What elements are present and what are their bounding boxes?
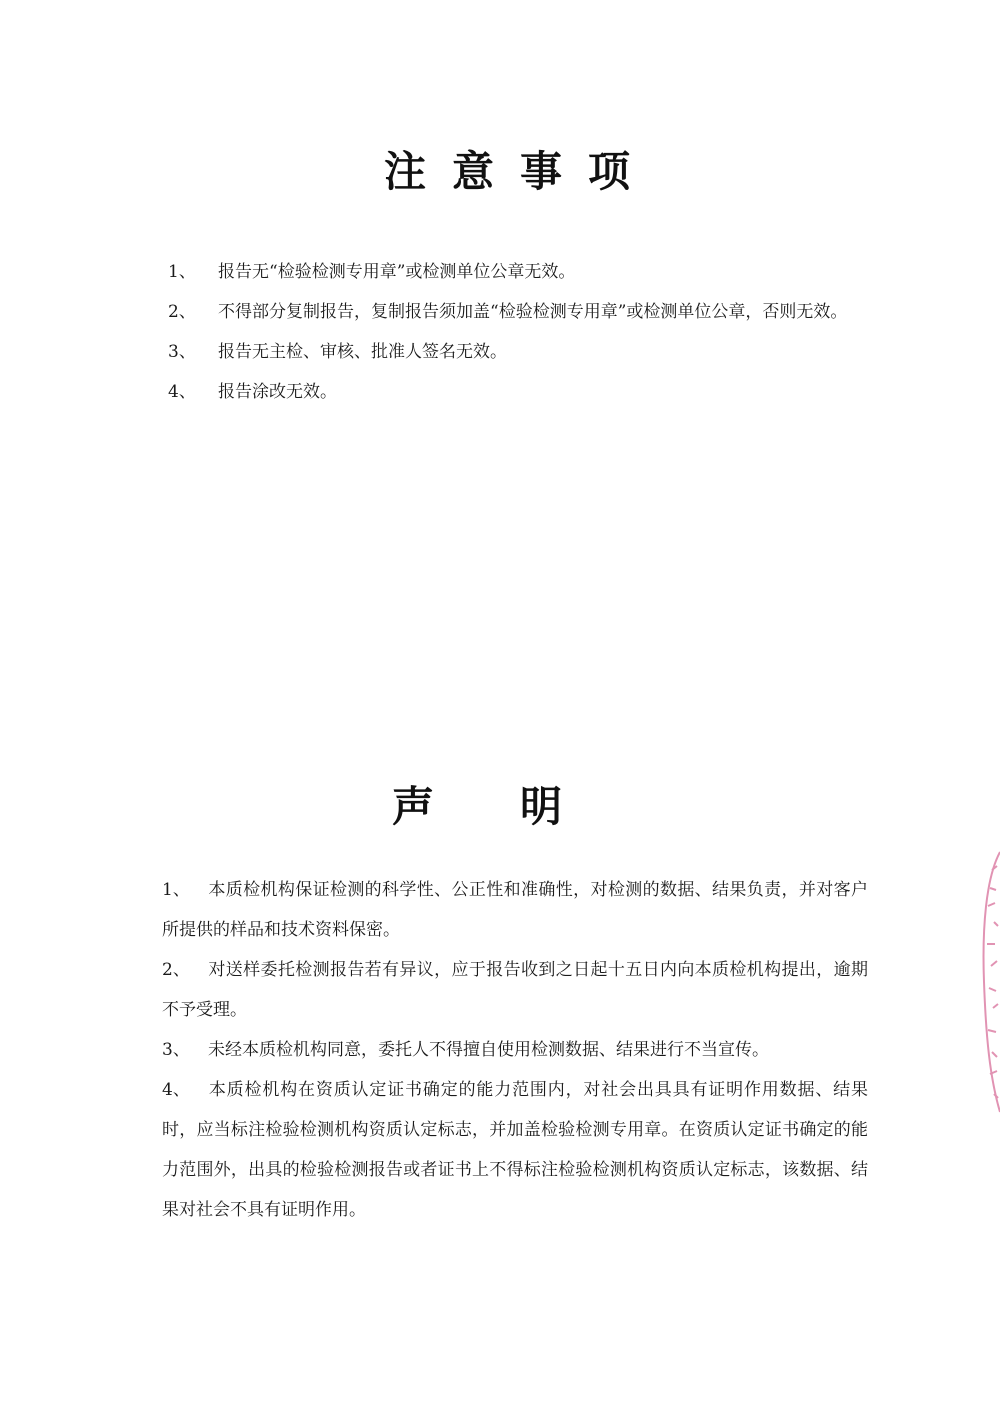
notice-list [168,252,868,412]
notice-item-text: 报告无“检验检测专用章”或检测单位公章无效。 [218,262,576,282]
notice-item-3 [168,332,868,372]
notice-item-text: 报告无主检、审核、批准人签名无效。 [218,342,507,362]
notice-title: 注意事项 [383,147,656,196]
notice-item-number: 2、 [168,302,196,322]
notice-section [0,140,1000,402]
notice-item-2 [168,292,868,332]
declaration-item-text: 未经本质检机构同意，委托人不得擅自使用检测数据、结果进行不当宣传。 [208,1040,769,1060]
declaration-item-text: 对送样委托检测报告若有异议，应于报告收到之日起十五日内向本质检机构提出，逾期不予受理。 [162,960,868,1020]
declaration-list [162,870,868,1230]
declaration-title: 声明 [391,782,648,831]
notice-item-text: 不得部分复制报告，复制报告须加盖“检验检测专用章”或检测单位公章，否则无效。 [218,302,848,322]
notice-item-4 [168,372,868,412]
notice-item-text: 报告涂改无效。 [218,382,337,402]
declaration-item-2 [162,950,868,1030]
declaration-item-number: 3、 [162,1040,190,1060]
declaration-item-text: 本质检机构在资质认定证书确定的能力范围内，对社会出具具有证明作用数据、结果时，应当标注检验检测机构资质认定标志，并加盖检验检测专用章。在资质认定证书确定的能力范围外，出具的检验检测报告或者证书上不得标注检验检测机构资质认定标志，该数据、结果对社会不具有证明作用。 [162,1080,868,1220]
notice-item-number: 1、 [168,262,196,282]
notice-item-1 [168,252,868,292]
declaration-item-1 [162,870,868,950]
declaration-item-4 [162,1070,868,1230]
declaration-item-number: 2、 [162,960,190,980]
declaration-item-number: 4、 [162,1080,190,1100]
stamp-fragment-graphic [978,848,1000,1116]
declaration-section [0,775,1000,1220]
notice-item-number: 4、 [168,382,196,402]
declaration-item-text: 本质检机构保证检测的科学性、公正性和准确性，对检测的数据、结果负责，并对客户所提供的样品和技术资料保密。 [162,880,868,940]
partial-stamp-icon [978,848,1000,1116]
declaration-item-3 [162,1030,868,1070]
declaration-item-number: 1、 [162,880,190,900]
notice-item-number: 3、 [168,342,196,362]
